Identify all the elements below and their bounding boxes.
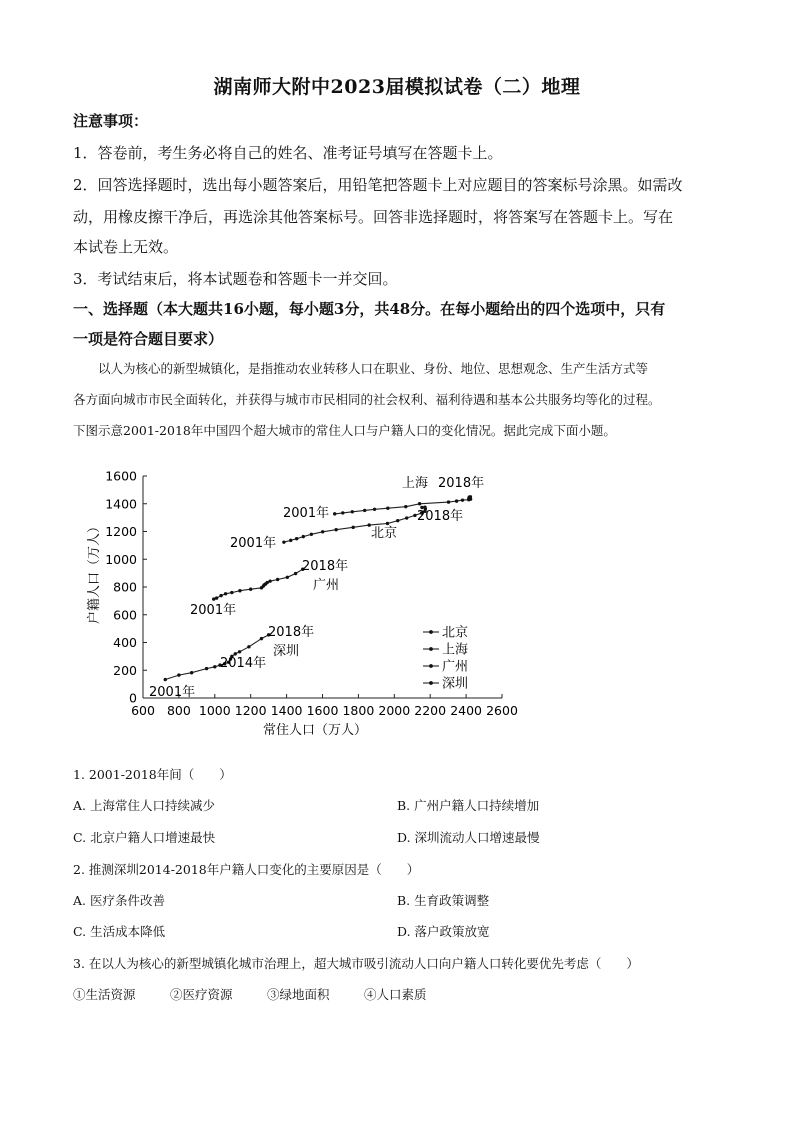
x-tick-label: 2000	[378, 703, 411, 718]
passage-line-3: 下图示意2001-2018年中国四个超大城市的常住人口与户籍人口的变化情况。据此完成下面小题。	[73, 423, 616, 438]
question-3-choice-2: ②医疗资源	[170, 987, 233, 1002]
data-point-北京	[396, 519, 399, 522]
x-tick-label: 2400	[450, 703, 483, 718]
data-point-广州	[238, 589, 241, 592]
label-beijing-2001: 2001年	[230, 536, 277, 551]
legend-marker-北京	[429, 630, 433, 634]
data-point-北京	[282, 540, 285, 543]
question-3-choice-3: ③绿地面积	[267, 987, 330, 1002]
question-1-option-c[interactable]: C. 北京户籍人口增速最快	[73, 830, 216, 845]
passage-line-1: 以人为核心的新型城镇化，是指推动农业转移人口在职业、身份、地位、思想观念、生产生活方式等	[98, 361, 649, 376]
data-point-广州	[249, 588, 252, 591]
passage-line-2: 各方面向城市市民全面转化，并获得与城市市民相同的社会权利、福利待遇和基本公共服务均等化的过程。	[73, 392, 661, 407]
question-3-choice-1: ①生活资源	[73, 987, 136, 1002]
label-guangzhou-2018: 2018年	[302, 559, 349, 574]
legend-label-北京: 北京	[442, 625, 469, 641]
data-point-深圳	[177, 673, 180, 676]
section-heading-cont: 一项是符合题目要求）	[73, 330, 224, 348]
notice-item-2: 2．回答选择题时，选出每小题答案后，用铅笔把答题卡上对应题目的答案标号涂黑。如需改	[73, 176, 683, 194]
data-point-上海	[447, 500, 450, 503]
question-1-stem: 1. 2001-2018年间（ ）	[73, 767, 232, 782]
y-tick-label: 1600	[105, 468, 137, 484]
data-point-上海	[373, 508, 376, 511]
data-point-深圳	[190, 671, 193, 674]
label-shenzhen-2001: 2001年	[149, 685, 196, 700]
data-point-广州	[276, 578, 279, 581]
notice-item-2-end: 本试卷上无效。	[73, 238, 179, 256]
section-heading: 一、选择题（本大题共16小题，每小题3分，共48分。在每小题给出的四个选项中，只有	[73, 300, 666, 318]
data-point-深圳	[260, 637, 263, 640]
page-title: 湖南师大附中2023届模拟试卷（二）地理	[213, 76, 581, 98]
data-point-北京	[321, 530, 324, 533]
data-point-北京	[302, 535, 305, 538]
label-beijing-2018: 2018年	[417, 509, 464, 524]
x-tick-label: 1800	[342, 703, 375, 718]
label-shanghai-2018: 2018年	[438, 476, 485, 491]
legend-marker-广州	[429, 664, 433, 668]
data-point-北京	[310, 533, 313, 536]
question-2-stem: 2. 推测深圳2014-2018年户籍人口变化的主要原因是（ ）	[73, 862, 420, 877]
label-shanghai-2001: 2001年	[283, 506, 330, 521]
question-2-option-a[interactable]: A. 医疗条件改善	[73, 893, 165, 908]
data-point-上海	[404, 505, 407, 508]
question-2-option-d[interactable]: D. 落户政策放宽	[397, 924, 490, 939]
data-point-上海	[333, 512, 336, 515]
data-point-广州	[215, 596, 218, 599]
data-point-广州	[224, 592, 227, 595]
data-point-上海	[461, 498, 464, 501]
data-point-深圳	[205, 667, 208, 670]
data-point-上海	[386, 506, 389, 509]
question-3-stem: 3. 在以人为核心的新型城镇化城市治理上，超大城市吸引流动人口向户籍人口转化要优先考虑（ ）	[73, 956, 639, 971]
y-tick-label: 1400	[105, 496, 137, 512]
data-point-上海	[418, 502, 421, 505]
data-point-广州	[294, 572, 297, 575]
legend-marker-深圳	[429, 681, 433, 685]
y-tick-label: 600	[113, 607, 137, 623]
x-tick-label: 1600	[306, 703, 339, 718]
notice-item-3: 3．考试结束后，将本试题卷和答题卡一并交回。	[73, 270, 398, 288]
y-tick-label: 0	[129, 690, 137, 706]
question-3-choice-4: ④人口素质	[364, 987, 427, 1002]
data-point-广州	[268, 579, 271, 582]
data-point-上海	[341, 511, 344, 514]
data-point-深圳	[164, 678, 167, 681]
data-point-上海	[363, 509, 366, 512]
x-tick-label: 1200	[234, 703, 267, 718]
y-tick-label: 1000	[105, 551, 137, 567]
data-point-北京	[405, 516, 408, 519]
data-point-北京	[386, 522, 389, 525]
data-point-深圳	[213, 665, 216, 668]
data-point-北京	[351, 526, 354, 529]
notice-item-2-cont: 动，用橡皮擦干净后，再选涂其他答案标号。回答非选择题时，将答案写在答题卡上。写在	[73, 208, 674, 226]
x-tick-label: 2600	[486, 703, 518, 718]
data-point-北京	[295, 537, 298, 540]
y-tick-label: 400	[113, 635, 137, 650]
notice-heading: 注意事项：	[73, 112, 149, 130]
data-point-广州	[230, 591, 233, 594]
y-tick-label: 800	[113, 579, 137, 595]
data-point-深圳	[238, 650, 241, 653]
data-point-上海	[469, 495, 472, 498]
label-shenzhen-2014: 2014年	[220, 656, 267, 671]
data-point-上海	[351, 510, 354, 513]
question-1-option-a[interactable]: A. 上海常住人口持续减少	[73, 798, 215, 813]
question-1-option-b[interactable]: B. 广州户籍人口持续增加	[397, 798, 540, 813]
question-1-option-d[interactable]: D. 深圳流动人口增速最慢	[397, 830, 540, 845]
x-tick-label: 2200	[414, 703, 447, 718]
x-tick-label: 1400	[270, 703, 303, 718]
label-guangzhou: 广州	[313, 578, 340, 593]
legend-label-广州: 广州	[442, 659, 469, 675]
legend-label-深圳: 深圳	[442, 676, 469, 692]
label-shanghai: 上海	[402, 476, 429, 491]
data-point-北京	[289, 539, 292, 542]
label-shenzhen: 深圳	[273, 644, 300, 659]
x-tick-label: 600	[131, 703, 155, 718]
data-point-北京	[334, 528, 337, 531]
label-shenzhen-2018: 2018年	[268, 625, 315, 640]
y-tick-label: 1200	[105, 524, 137, 539]
question-2-option-c[interactable]: C. 生活成本降低	[73, 924, 166, 939]
legend-marker-上海	[429, 647, 433, 651]
x-tick-label: 1000	[198, 703, 231, 718]
y-tick-label: 200	[113, 662, 137, 678]
series-line-广州	[214, 569, 303, 599]
label-beijing: 北京	[371, 526, 398, 541]
notice-item-1: 1．答卷前，考生务必将自己的姓名、准考证号填写在答题卡上。	[73, 144, 503, 162]
data-point-深圳	[247, 645, 250, 648]
question-2-option-b[interactable]: B. 生育政策调整	[397, 893, 490, 908]
x-tick-label: 800	[166, 703, 191, 718]
data-point-广州	[286, 576, 289, 579]
data-point-上海	[455, 499, 458, 502]
legend-label-上海: 上海	[442, 642, 469, 658]
y-axis-label: 户籍人口（万人）	[87, 519, 102, 625]
data-point-广州	[219, 594, 222, 597]
label-guangzhou-2001: 2001年	[190, 603, 237, 618]
population-chart	[72, 462, 542, 752]
x-axis-label: 常住人口（万人）	[262, 723, 368, 738]
